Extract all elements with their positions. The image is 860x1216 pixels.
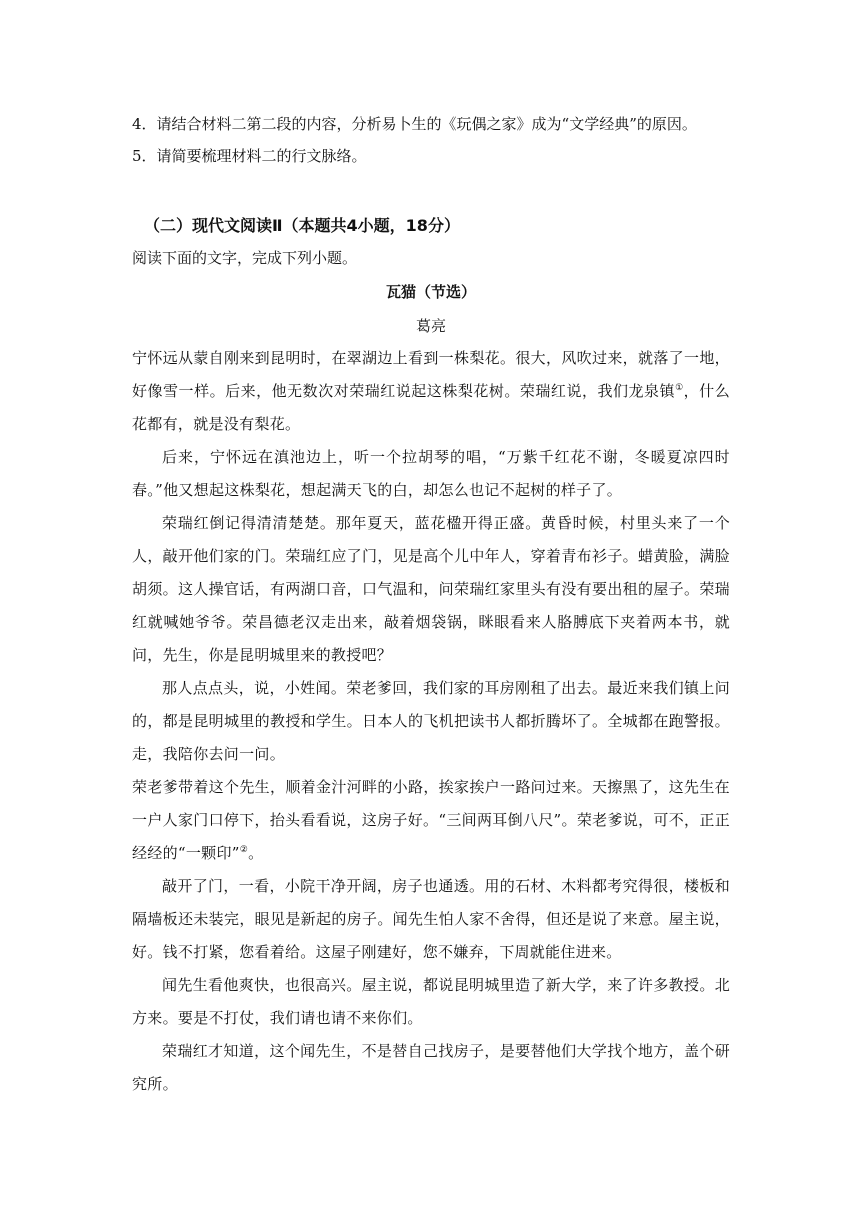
question-5: 5．请简要梳理材料二的行文脉络。 [132,147,367,165]
section-heading: （二）现代文阅读Ⅱ（本题共4小题，18分） [144,216,460,235]
question-4: 4．请结合材料二第二段的内容，分析易卜生的《玩偶之家》成为“文学经典”的原因。 [132,115,697,133]
paragraph-tail: ，什么花都有，就是没有梨花。 [132,382,730,433]
paragraph-7: 闻先生看他爽快，也很高兴。屋主说，都说昆明城里造了新大学，来了许多教授。北方来。要是不打仗，我们请也请不来你们。 [132,976,730,1027]
paragraph-tail: 。 [248,844,264,862]
footnote-ref: ① [675,383,684,393]
document-content [132,108,730,1101]
footnote-ref: ② [239,845,249,855]
article-title: 瓦猫（节选） [385,283,476,301]
paragraph-1 [132,342,730,441]
paragraph-text: 荣老爹带着这个先生，顺着金汁河畔的小路，挨家挨户一路问过来。天擦黑了，这先生在一户人家门口停下，抬头看看说，这房子好。“三间两耳倒八尺”。荣老爹说，可不，正正经经的“一颗印” [132,778,730,862]
paragraph-3: 荣瑞红倒记得清清楚楚。那年夏天，蓝花楹开得正盛。黄昏时候，村里头来了一个人，敲开他们家的门。荣瑞红应了门，见是高个儿中年人，穿着青布衫子。蜡黄脸，满脸胡须。这人操官话，有两湖口音，口气温和，问荣瑞红家里头有没有要出租的屋子。荣瑞红就喊她爷爷。荣昌德老汉走出来，敲着烟袋锅，眯眼看来人胳膊底下夹着两本书，就问，先生，你是昆明城里来的教授吧？ [132,514,730,664]
paragraph-4: 那人点点头，说，小姓闻。荣老爹回，我们家的耳房刚租了出去。最近来我们镇上问的，都是昆明城里的教授和学生。日本人的飞机把读书人都折腾坏了。全城都在跑警报。走，我陪你去问一问。 [132,679,730,763]
paragraph-8: 荣瑞红才知道，这个闻先生，不是替自己找房子，是要替他们大学找个地方，盖个研究所。 [132,1042,730,1093]
article-author: 葛亮 [415,317,446,335]
instruction: 阅读下面的文字，完成下列小题。 [132,249,358,267]
paragraph-5 [132,771,730,870]
paragraph-2: 后来，宁怀远在滇池边上，听一个拉胡琴的唱，“万紫千红花不谢，冬暖夏凉四时春。”他又想起这株梨花，想起满天飞的白，却怎么也记不起树的样子了。 [132,448,730,499]
paragraph-6: 敲开了门，一看，小院干净开阔，房子也通透。用的石材、木料都考究得很，楼板和隔墙板还未装完，眼见是新起的房子。闻先生怕人家不舍得，但还是说了来意。屋主说，好。钱不打紧，您看着给。这屋子刚建好，您不嫌弃，下周就能住进来。 [132,877,730,961]
paragraph-text: 宁怀远从蒙自刚来到昆明时，在翠湖边上看到一株梨花。很大，风吹过来，就落了一地，好像雪一样。后来，他无数次对荣瑞红说起这株梨花树。荣瑞红说，我们龙泉镇 [132,349,730,400]
